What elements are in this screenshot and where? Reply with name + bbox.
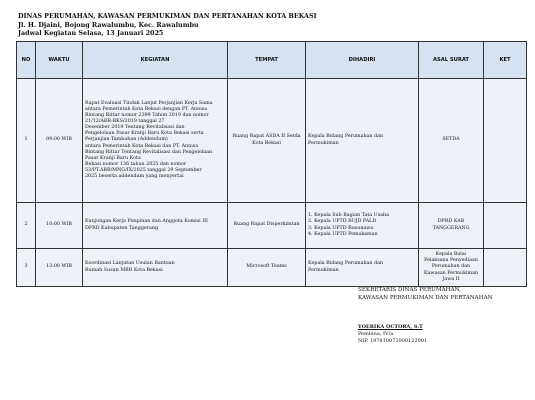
table-row [17, 203, 527, 249]
row-asal-surat [419, 249, 484, 287]
asal-surat-line: Perumahan dan [431, 264, 471, 270]
kegiatan-line: Desember 2019 Tentang Revitalisasi dan [85, 125, 185, 131]
kegiatan-line: DPRD Kabupaten Tanggerang [85, 225, 159, 231]
dihadiri-line: 4. Kepala UPTD Pemakaman [308, 231, 378, 237]
dihadiri-line: 2. Kepala UPTD RUJD PALD [308, 219, 377, 225]
kegiatan-line: 2025 beserta addendum yang menyertai [85, 174, 184, 180]
signatory-name: YOERIKA OCTORA, S.T [358, 324, 423, 331]
document-header [18, 12, 518, 38]
kegiatan-line: Rumah Susun MBR Kota Bekasi [85, 267, 163, 273]
row-asal-surat [419, 203, 484, 249]
row-waktu: 09:00 WIB [36, 79, 83, 203]
col-header-tempat: TEMPAT [228, 42, 306, 79]
row-tempat [228, 79, 306, 203]
col-header-no: NO [17, 42, 36, 79]
schedule-table [16, 41, 527, 287]
signatory-rank: Pembina, IV/a [358, 331, 394, 338]
schedule-date: Jadwal Kegiatan Selasa, 13 Januari 2025 [18, 29, 164, 38]
kegiatan-line: 21/12/ABR-BKS/2019 tanggal 27 [85, 119, 165, 125]
asal-surat-line: Pelaksana Penyediaan [424, 258, 478, 264]
dihadiri-line: 3. Kepala UPTD Rusunawa [308, 225, 374, 231]
row-asal-surat [419, 79, 484, 203]
tempat-line: Ruang Rapat Disperkimtan [233, 222, 300, 228]
signatory-title-line: KAWASAN PERMUKIMAN DAN PERTANAHAN [358, 294, 493, 301]
table-row [17, 79, 527, 203]
signatory-title-line: SEKRETARIS DINAS PERUMAHAN, [358, 287, 461, 293]
dihadiri-line: Kepala Bidang Perumahan dan [308, 261, 384, 267]
row-dihadiri [306, 79, 419, 203]
kegiatan-line: Bintang Rittar nomor 2399 Tahun 2019 dan nomor [85, 113, 209, 119]
row-tempat [228, 249, 306, 287]
row-tempat [228, 203, 306, 249]
kegiatan-line: antara Pemerintah Kota Bekasi dengan PT. Annisa [85, 106, 208, 112]
dihadiri-line: Permukiman [308, 267, 339, 273]
dihadiri-line: Kepala Bidang Perumahan dan [308, 134, 384, 140]
kegiatan-line: antara Pemerintah Kota Bekasi dan PT. Annisa [85, 143, 199, 149]
row-ket [484, 79, 527, 203]
col-header-dihadiri: DIHADIRI [306, 42, 419, 79]
asal-surat-line: Jawa II [442, 276, 460, 282]
row-ket [484, 249, 527, 287]
col-header-kegiatan: KEGIATAN [83, 42, 228, 79]
kegiatan-line: Kunjungan Kerja Pimpinan dan Anggota Komisi III [85, 219, 208, 225]
row-kegiatan [83, 203, 228, 249]
kegiatan-line: Bintang Rittar Tentang Revitalisasi dan Pengelolaan [85, 149, 213, 155]
row-no: 1 [17, 79, 36, 203]
asal-surat-line: TANGGERANG [432, 225, 470, 231]
agency-name: DINAS PERUMAHAN, KAWASAN PERMUKIMAN DAN PERTANAHAN KOTA BEKASI [18, 12, 317, 20]
row-kegiatan [83, 79, 228, 203]
table-header-row [17, 42, 527, 79]
signature-block [358, 287, 533, 345]
asal-surat-line: SETDA [442, 137, 460, 143]
kegiatan-line: Rapat Evaluasi Tindak Lanjut Perjanjian Kerja Sama [85, 100, 213, 106]
row-dihadiri [306, 249, 419, 287]
kegiatan-line: 53/PT.ABR/MNG/IX/2025 tanggal 29 September [85, 167, 202, 173]
dihadiri-line: Permukiman [308, 140, 339, 146]
row-waktu: 13:00 WIB [36, 249, 83, 287]
row-waktu: 10:00 WIB [36, 203, 83, 249]
dihadiri-line: 1. Kepala Sub Bagian Tata Usaha [308, 213, 389, 219]
row-no: 3 [17, 249, 36, 287]
table-row [17, 249, 527, 287]
kegiatan-line: Pengelolaan Pasar Kranji Baru Kota Bekasi serta [85, 131, 204, 137]
row-ket [484, 203, 527, 249]
agency-address: Jl. H. Djaini, Bojong Rawalumbu, Kec. Rawalumbu [18, 20, 199, 29]
col-header-waktu: WAKTU [36, 42, 83, 79]
kegiatan-line: Perjanjian Tambahan (Addendum) [85, 137, 168, 143]
asal-surat-line: Kawasan Permukiman [423, 270, 479, 276]
row-no: 2 [17, 203, 36, 249]
kegiatan-line: Koordinasi Lanjutan Usulan Bantuan [85, 261, 175, 267]
signatory-nip: NIP. 197810072000122001 [358, 338, 428, 345]
asal-surat-line: DPRD KAB [437, 219, 465, 225]
tempat-line: Ruang Rapat ASDA II Setda [232, 134, 301, 140]
kegiatan-line: Bekasi nomor 136 tahun 2025 dan nomor [85, 161, 187, 167]
kegiatan-line: Pasar Kranji Baru Kota [85, 155, 141, 161]
row-kegiatan [83, 249, 228, 287]
row-dihadiri [306, 203, 419, 249]
col-header-ket: KET [484, 42, 527, 79]
col-header-asal-surat: ASAL SURAT [419, 42, 484, 79]
tempat-line: Microsoft Teams [246, 264, 287, 270]
tempat-line: Kota Bekasi [252, 140, 281, 146]
asal-surat-line: Kepala Balai [435, 252, 467, 258]
